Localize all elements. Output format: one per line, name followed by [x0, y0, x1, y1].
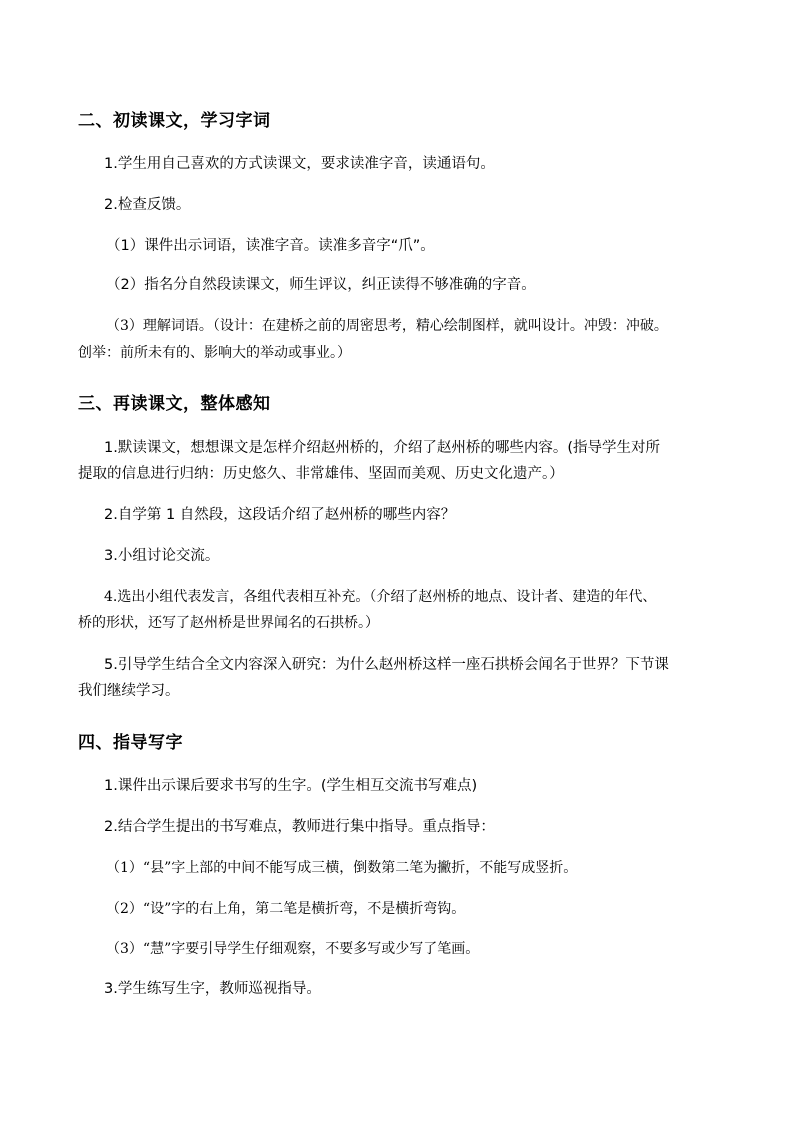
paragraph-continuation: 桥的形状，还写了赵州桥是世界闻名的石拱桥。）	[78, 615, 379, 631]
paragraph: 2.检查反馈。	[104, 197, 191, 213]
paragraph-continuation: 我们继续学习。	[78, 683, 180, 699]
paragraph: 2.自学第 1 自然段，这段话介绍了赵州桥的哪些内容？	[104, 507, 456, 523]
paragraph: （2）“设”字的右上角，第二笔是横折弯，不是横折弯钩。	[106, 901, 466, 917]
paragraph-continuation: 创举：前所未有的、影响大的举动或事业。）	[78, 345, 351, 361]
paragraph: 5.引导学生结合全文内容深入研究：为什么赵州桥这样一座石拱桥会闻名于世界？下节课	[104, 657, 669, 673]
paragraph: 1.课件出示课后要求书写的生字。(学生相互交流书写难点)	[104, 778, 478, 794]
section-heading-3: 三、再读课文，整体感知	[78, 394, 271, 414]
paragraph: 2.结合学生提出的书写难点，教师进行集中指导。重点指导：	[104, 819, 495, 835]
paragraph: （2）指名分自然段读课文，师生评议，纠正读得不够准确的字音。	[106, 277, 536, 293]
paragraph: 4.选出小组代表发言，各组代表相互补充。（介绍了赵州桥的地点、设计者、建造的年代、	[104, 589, 657, 605]
section-heading-4: 四、指导写字	[78, 733, 183, 753]
paragraph: （1）“县”字上部的中间不能写成三横，倒数第二笔为撇折，不能写成竖折。	[106, 860, 578, 876]
paragraph-continuation: 提取的信息进行归纳：历史悠久、非常雄伟、坚固而美观、历史文化遗产。）	[78, 466, 564, 482]
paragraph: （3）理解词语。（设计：在建桥之前的周密思考，精心绘制图样，就叫设计。冲毁：冲破。	[106, 318, 668, 334]
section-heading-2: 二、初读课文，学习字词	[78, 111, 271, 131]
paragraph: （1）课件出示词语，读准字音。读准多音字“爪”。	[106, 238, 435, 254]
paragraph: （3）“慧”字要引导学生仔细观察，不要多写或少写了笔画。	[106, 941, 480, 957]
paragraph: 1.默读课文，想想课文是怎样介绍赵州桥的，介绍了赵州桥的哪些内容。(指导学生对所	[104, 440, 660, 456]
paragraph: 1.学生用自己喜欢的方式读课文，要求读准字音，读通语句。	[104, 156, 495, 172]
paragraph: 3.小组讨论交流。	[104, 548, 220, 564]
paragraph: 3.学生练写生字，教师巡视指导。	[104, 981, 321, 997]
